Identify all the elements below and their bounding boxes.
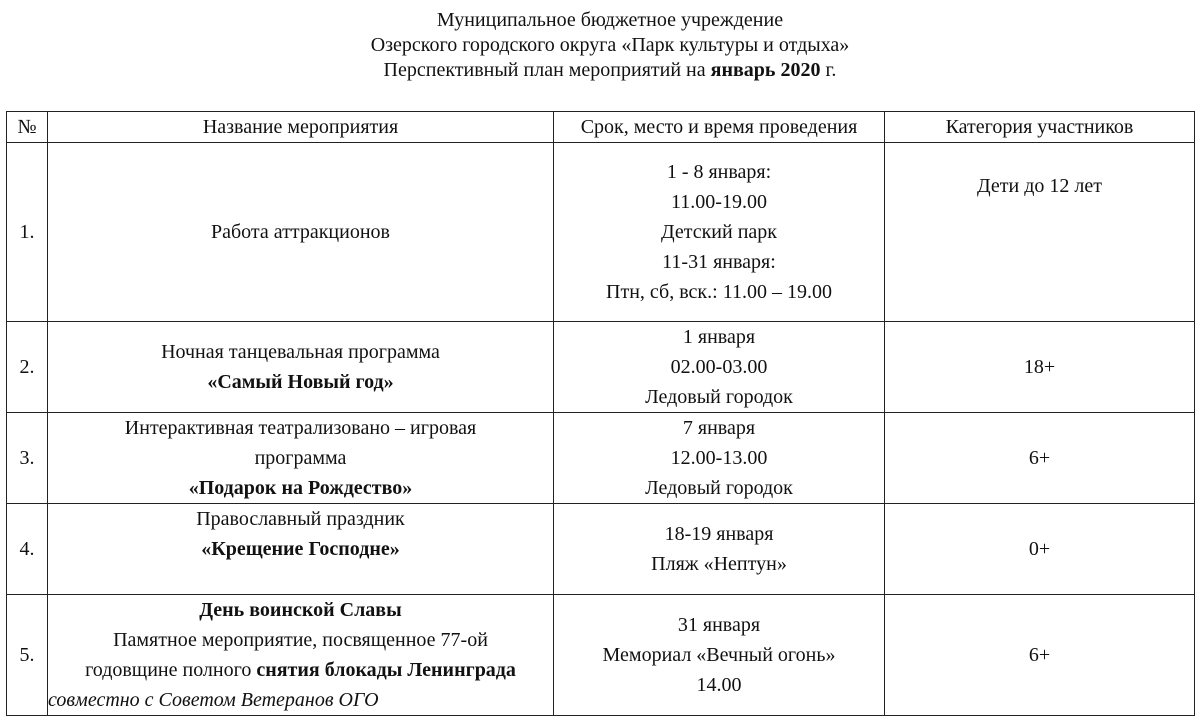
event-type: Интерактивная театрализовано – игровая — [124, 417, 477, 439]
events-table — [6, 111, 1195, 716]
row-name — [48, 413, 554, 504]
description-prefix: годовщине полного — [85, 659, 257, 681]
description-bold: снятия блокады Ленинграда — [256, 659, 516, 681]
event-partner: совместно с Советом Ветеранов ОГО — [48, 689, 379, 711]
time-line: 1 - 8 января: — [666, 161, 772, 183]
event-name: Работа аттракционов — [210, 221, 390, 243]
header-category: Категория участников — [885, 112, 1195, 143]
place-line: Детский парк — [660, 221, 778, 243]
table-row — [7, 595, 1195, 716]
row-num: 1. — [7, 143, 48, 322]
plan-title-prefix: Перспективный план мероприятий на — [383, 59, 711, 81]
header-line-institution: Муниципальное бюджетное учреждение — [436, 9, 784, 31]
place-line: Ледовый городок — [645, 386, 793, 408]
event-type: Ночная танцевальная программа — [161, 341, 440, 363]
plan-title-month: январь 2020 — [710, 59, 821, 81]
plan-title-suffix: г. — [820, 59, 837, 81]
row-category: Дети до 12 лет — [885, 143, 1195, 322]
row-name — [48, 595, 554, 716]
row-name — [48, 143, 554, 322]
header-name: Название мероприятия — [48, 112, 554, 143]
time-line: 12.00-13.00 — [670, 447, 768, 469]
row-time — [554, 504, 885, 595]
row-num: 5. — [7, 595, 48, 716]
row-num: 3. — [7, 413, 48, 504]
row-time — [554, 595, 885, 716]
time-line: 02.00-03.00 — [670, 356, 768, 378]
event-description-continued — [48, 655, 553, 685]
time-line: Птн, сб, вск.: 11.00 – 19.00 — [606, 281, 832, 303]
row-time — [554, 322, 885, 413]
row-category: 6+ — [885, 595, 1195, 716]
event-description: Памятное мероприятие, посвященное 77-ой — [113, 629, 488, 651]
table-row — [7, 143, 1195, 322]
row-time — [554, 143, 885, 322]
event-title: «Крещение Господне» — [201, 538, 400, 560]
row-name — [48, 322, 554, 413]
row-num: 4. — [7, 504, 48, 595]
date-line: 1 января — [682, 326, 756, 348]
table-header-row — [7, 112, 1195, 143]
row-category: 0+ — [885, 504, 1195, 595]
time-line: 14.00 — [696, 674, 742, 696]
header-num: № — [7, 112, 48, 143]
place-line: Пляж «Нептун» — [651, 553, 787, 575]
date-line: 18-19 января — [664, 523, 774, 545]
row-name — [48, 504, 554, 595]
row-category: 18+ — [885, 322, 1195, 413]
event-title: «Подарок на Рождество» — [188, 477, 413, 499]
header-line-plan-title — [0, 58, 1200, 83]
event-type-continued: программа — [254, 447, 347, 469]
document-header — [0, 8, 1200, 83]
place-line: Ледовый городок — [645, 477, 793, 499]
time-line: 11.00-19.00 — [671, 191, 767, 213]
date-line: 31 января — [677, 614, 761, 636]
row-category: 6+ — [885, 413, 1195, 504]
row-time — [554, 413, 885, 504]
table-row — [7, 504, 1195, 595]
header-time: Срок, место и время проведения — [554, 112, 885, 143]
place-line: Мемориал «Вечный огонь» — [602, 644, 836, 666]
date-line: 7 января — [682, 417, 756, 439]
table-row — [7, 322, 1195, 413]
event-type: Православный праздник — [196, 508, 405, 530]
row-num: 2. — [7, 322, 48, 413]
event-title: День воинской Славы — [199, 599, 402, 621]
table-row — [7, 413, 1195, 504]
time-line: 11-31 января: — [662, 251, 776, 273]
header-line-organization: Озерского городского округа «Парк культуры и отдыха» — [370, 34, 850, 56]
event-title: «Самый Новый год» — [207, 371, 394, 393]
